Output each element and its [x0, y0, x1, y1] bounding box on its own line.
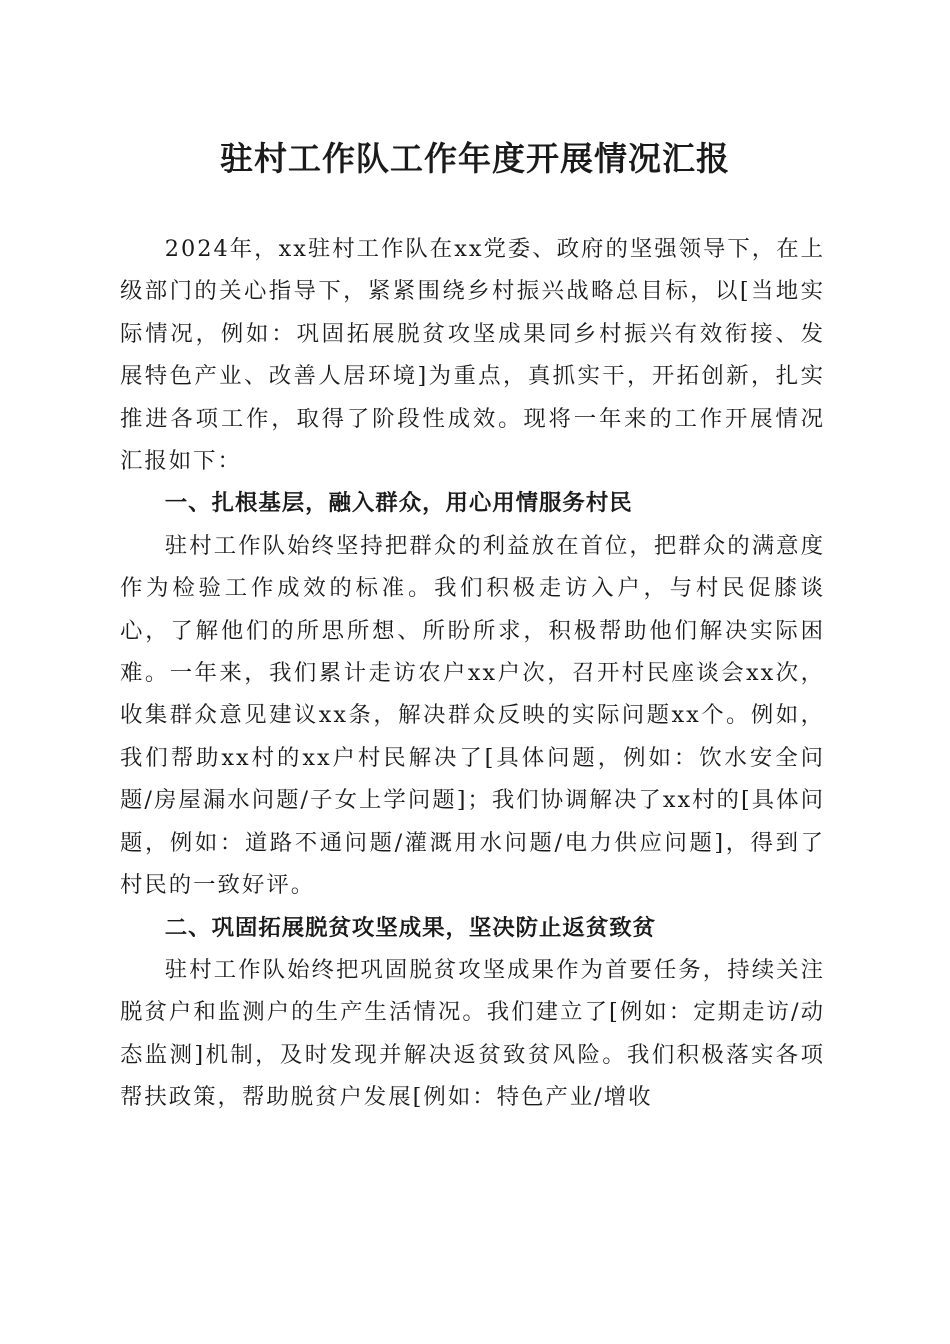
section-heading-1: 一、扎根基层，融入群众，用心用情服务村民 [164, 490, 633, 517]
section-body-1: 驻村工作队始终坚持把群众的利益放在首位，把群众的满意度作为检验工作成效的标准。我们积极走访入户，与村民促膝谈心，了解他们的所思所想、所盼所求，积极帮助他们解决实际困难。一年来，我们累计走访农户xx户次，召开村民座谈会xx次，收集群众意见建议xx条，解决群众反映的实际问题xx个。例如，我们帮助xx村的xx户村民解决了[具体问题，例如：饮水安全问题/房屋漏水问题/子女上学问题]；我们协调解决了xx村的[具体问题，例如：道路不通问题/灌溉用水问题/电力供应问题]，得到了村民的一致好评。 [120, 532, 825, 899]
document-body [120, 228, 825, 1119]
document-title: 驻村工作队工作年度开展情况汇报 [220, 139, 730, 178]
section-body-2: 驻村工作队始终把巩固脱贫攻坚成果作为首要任务，持续关注脱贫户和监测户的生产生活情况。我们建立了[例如：定期走访/动态监测]机制，及时发现并解决返贫致贫风险。我们积极落实各项帮扶政策，帮助脱贫户发展[例如：特色产业/增收 [120, 956, 825, 1111]
section-heading-2: 二、巩固拓展脱贫攻坚成果，坚决防止返贫致贫 [164, 914, 656, 941]
intro-paragraph: 2024年，xx驻村工作队在xx党委、政府的坚强领导下，在上级部门的关心指导下，紧紧围绕乡村振兴战略总目标，以[当地实际情况，例如：巩固拓展脱贫攻坚成果同乡村振兴有效衔接、发展特色产业、改善人居环境]为重点，真抓实干，开拓创新，扎实推进各项工作，取得了阶段性成效。现将一年来的工作开展情况汇报如下： [120, 236, 825, 475]
